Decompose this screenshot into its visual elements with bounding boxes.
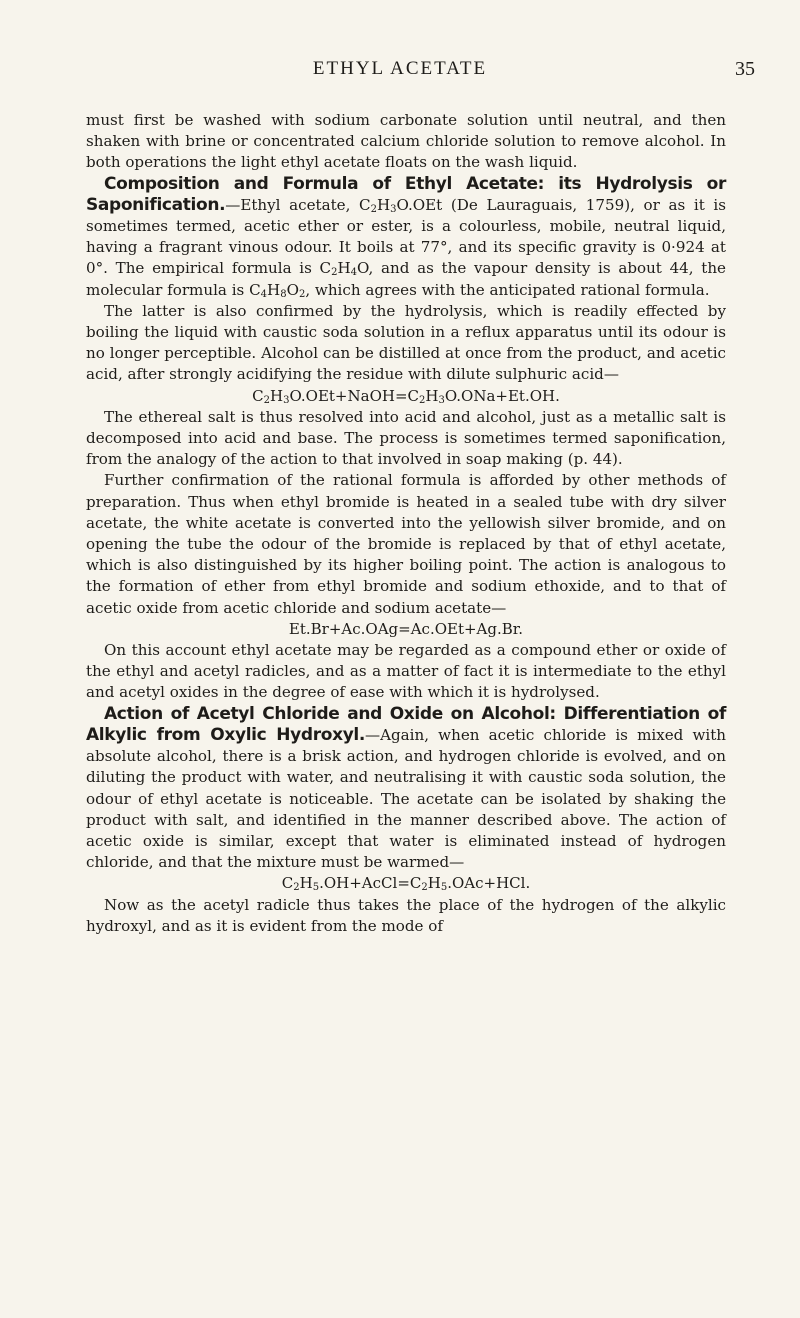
paragraph: Further confirmation of the rational formula is afforded by other methods of preparation. Thus when ethyl bromide is heated in a sealed tube with dry silver acetate, the white acetate is converted into the yellowish silver bromide, and on opening the tube the odour of the bromide is replaced by that of ethyl acetate, which is also distinguished by its higher boiling point. The action is analogous to the formation of ether from ethyl bromide and sodium ethoxide, and to that of acetic oxide from acetic chloride and sodium acetate— bbox=[86, 471, 726, 617]
body-text bbox=[86, 110, 726, 937]
running-head: ETHYL ACETATE bbox=[312, 58, 488, 79]
paragraph: must first be washed with sodium carbonate solution until neutral, and then shaken with brine or concentrated calcium chloride solution to remove alcohol. In both operations the light ethyl acetate floats on the wash liquid. bbox=[86, 111, 726, 172]
paragraph: The latter is also confirmed by the hydrolysis, which is readily effected by boiling the liquid with caustic soda solution in a reflux apparatus until its odour is no longer perceptible. Alcohol can be distilled at once from the product, and acetic acid, after strongly acidifying the residue with dilute sulphuric acid— bbox=[86, 301, 726, 384]
page-number: 35 bbox=[735, 58, 755, 80]
equation: $C_2H_3O.OEt+NaOH=C_2H_3O.ONa+Et.OH$. bbox=[252, 386, 560, 406]
page-header bbox=[0, 58, 800, 88]
equation: $C_2H_5.OH+AcCl=C_2H_5.OAc+HCl$. bbox=[281, 874, 531, 894]
section-heading: Composition and Formula of Ethyl Acetate: its Hydrolysis or Saponification. bbox=[86, 173, 726, 215]
section-heading: Action of Acetyl Chloride and Oxide on Alcohol: Differentiation of Alkylic from Oxylic Hydroxyl. bbox=[86, 703, 726, 745]
paragraph: Action of Acetyl Chloride and Oxide on Alcohol: Differentiation of Alkylic from Oxylic Hydroxyl.—Again, when acetic chloride is mixed with absolute alcohol, there is a brisk action, and hydrogen chloride is evolved, and on diluting the product with water, and neutralising it with caustic soda solution, the odour of ethyl acetate is noticeable. The acetate can be isolated by shaking the product with salt, and identified in the manner described above. The action of acetic oxide is similar, except that water is eliminated instead of hydrogen chloride, and that the mixture must be warmed— bbox=[86, 703, 726, 872]
paragraph: Composition and Formula of Ethyl Acetate: its Hydrolysis or Saponification.—Ethyl acetate, $C_2H_3O.OEt$ (De Lauraguais, 1759), or as it is sometimes termed, acetic ether or ester, is a colourless, mobile, neutral liquid, having a fragrant vinous odour. It boils at 77°, and its specific gravity is 0·924 at 0°. The empirical formula is $C_2H_4O$, and as the vapour density is about 44, the molecular formula is $C_4H_8O_2$, which agrees with the anticipated rational formula. bbox=[86, 173, 726, 300]
paragraph: Now as the acetyl radicle thus takes the place of the hydrogen of the alkylic hydroxyl, and as it is evident from the mode of bbox=[86, 895, 726, 935]
equation: Et.Br+Ac.OAg=Ac.OEt+Ag.Br. bbox=[288, 619, 524, 638]
paragraph: The ethereal salt is thus resolved into acid and alcohol, just as a metallic salt is decomposed into acid and base. The process is sometimes termed saponification, from the analogy of the action to that involved in soap making (p. 44). bbox=[86, 407, 726, 469]
paragraph: On this account ethyl acetate may be regarded as a compound ether or oxide of the ethyl and acetyl radicles, and as a matter of fact it is intermediate to the ethyl and acetyl oxides in the degree of ease with which it is hydrolysed. bbox=[86, 641, 726, 702]
